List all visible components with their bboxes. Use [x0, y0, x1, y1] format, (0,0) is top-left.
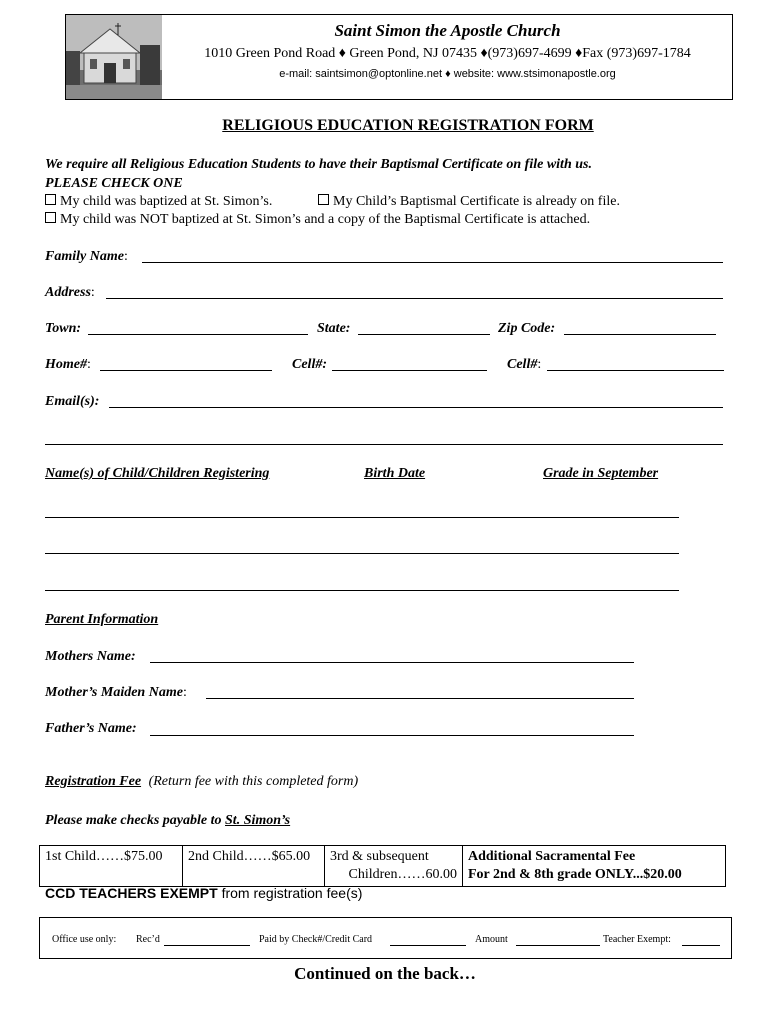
- mother-name-label: Mothers Name:: [45, 649, 136, 664]
- registration-fee-row: [45, 774, 358, 790]
- church-address: 1010 Green Pond Road ♦ Green Pond, NJ 07435 ♦(973)697-4699 ♦Fax (973)697-1784: [204, 46, 691, 61]
- fee-third-child: 3rd & subsequent Children……60.00: [325, 846, 463, 887]
- address-label: Address:: [45, 285, 95, 300]
- office-use-label: Office use only:: [52, 934, 117, 945]
- father-name-line[interactable]: [150, 735, 634, 736]
- teacher-exempt-label: Teacher Exempt:: [603, 934, 671, 945]
- town-line[interactable]: [88, 334, 308, 335]
- child-line-1[interactable]: [45, 517, 679, 518]
- check-one-label: PLEASE CHECK ONE: [45, 176, 183, 191]
- payable-row: [45, 811, 290, 829]
- fee-sacramental: Additional Sacramental Fee For 2nd & 8th grade ONLY...$20.00: [463, 846, 726, 887]
- grade-header: Grade in September: [543, 466, 659, 481]
- town-label: Town:: [45, 321, 82, 336]
- recd-line[interactable]: [164, 945, 250, 946]
- continued-on-back: Continued on the back…: [294, 964, 476, 983]
- address-line[interactable]: [106, 298, 723, 299]
- paid-by-line[interactable]: [390, 945, 466, 946]
- cell-phone-2-label: Cell#:: [507, 357, 542, 372]
- teacher-exempt-line[interactable]: [682, 945, 720, 946]
- church-name: Saint Simon the Apostle Church: [334, 21, 561, 40]
- registration-fee-header: Registration Fee: [45, 774, 142, 789]
- father-name-label: Father’s Name:: [45, 721, 137, 736]
- child-names-header: Name(s) of Child/Children Registering: [45, 466, 270, 481]
- checkbox-not-baptized-here[interactable]: [45, 212, 56, 223]
- child-line-3[interactable]: [45, 590, 679, 591]
- cell-phone-1-line[interactable]: [332, 370, 487, 371]
- checkbox-baptized-here[interactable]: [45, 194, 56, 205]
- home-phone-label: Home#:: [45, 357, 91, 372]
- fee-table: [39, 845, 726, 887]
- payable-prefix: Please make checks payable to: [45, 813, 226, 828]
- child-line-2[interactable]: [45, 553, 679, 554]
- form-title: RELIGIOUS EDUCATION REGISTRATION FORM: [222, 117, 594, 134]
- checkbox-certificate-on-file[interactable]: [318, 194, 329, 205]
- payable-to: St. Simon’s: [225, 813, 291, 828]
- email-line-2[interactable]: [45, 444, 723, 445]
- mother-name-line[interactable]: [150, 662, 634, 663]
- option-certificate-on-file[interactable]: My Child’s Baptismal Certificate is already on file.: [318, 194, 620, 210]
- home-phone-line[interactable]: [100, 370, 272, 371]
- church-photo: [66, 15, 162, 99]
- option-not-baptized-here[interactable]: My child was NOT baptized at St. Simon’s and a copy of the Baptismal Certificate is attached.: [45, 212, 590, 228]
- zip-line[interactable]: [564, 334, 716, 335]
- fee-first-child: 1st Child……$75.00: [40, 846, 183, 887]
- cell-phone-2-line[interactable]: [547, 370, 724, 371]
- family-name-line[interactable]: [142, 262, 723, 263]
- amount-label: Amount: [475, 934, 508, 945]
- state-label: State:: [317, 321, 351, 336]
- church-contact: e-mail: saintsimon@optonline.net ♦ website: www.stsimonapostle.org: [279, 68, 616, 80]
- email-label: Email(s):: [45, 394, 100, 409]
- option-baptized-here[interactable]: My child was baptized at St. Simon’s.: [45, 194, 272, 210]
- parent-info-header: Parent Information: [45, 612, 159, 627]
- registration-fee-note: (Return fee with this completed form): [148, 774, 359, 789]
- amount-line[interactable]: [516, 945, 600, 946]
- email-line-1[interactable]: [109, 407, 723, 408]
- teachers-exempt: CCD TEACHERS EXEMPT from registration fee(s): [45, 885, 363, 901]
- baptismal-requirement: We require all Religious Education Students to have their Baptismal Certificate on file with us.: [45, 157, 592, 172]
- paid-by-label: Paid by Check#/Credit Card: [259, 934, 373, 945]
- recd-label: Rec’d: [136, 934, 160, 945]
- maiden-name-line[interactable]: [206, 698, 634, 699]
- zip-label: Zip Code:: [498, 321, 556, 336]
- church-building-icon: [66, 15, 162, 99]
- birth-date-header: Birth Date: [364, 466, 426, 481]
- state-line[interactable]: [358, 334, 490, 335]
- office-use-box: [39, 917, 732, 959]
- family-name-label: Family Name:: [45, 249, 128, 264]
- cell-phone-1-label: Cell#:: [292, 357, 327, 372]
- maiden-name-label: Mother’s Maiden Name:: [45, 685, 187, 700]
- fee-second-child: 2nd Child……$65.00: [183, 846, 325, 887]
